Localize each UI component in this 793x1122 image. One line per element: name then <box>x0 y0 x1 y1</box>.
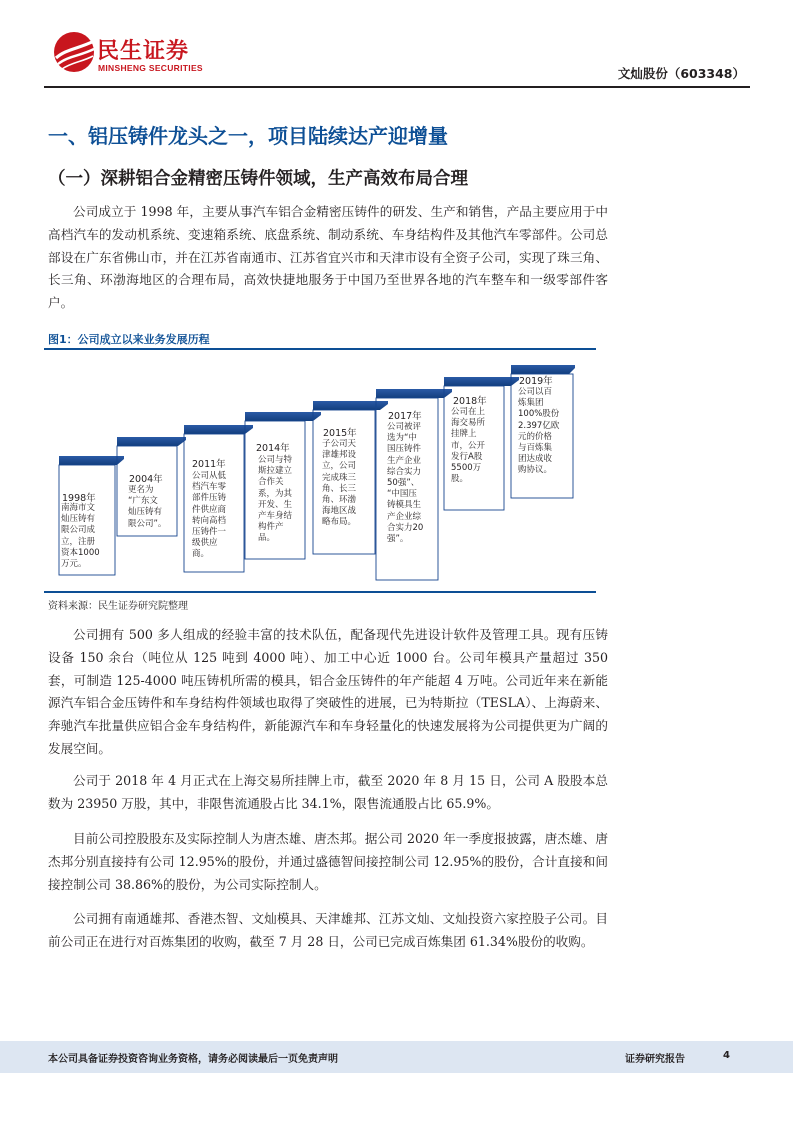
milestone-text: 公司从低 档汽车零 部件压铸 件供应商 转向高档 压铸件一 级供应 商。 <box>192 471 227 560</box>
section-subtitle: （一）深耕铝合金精密压铸件领域，生产高效布局合理 <box>48 169 468 189</box>
paragraph-subsidiaries: 公司拥有南通雄邦、香港杰智、文灿模具、天津雄邦、江苏文灿、文灿投资六家控股子公司。目前公司正在进行对百炼集团的收购，截至 7 月 28 日，公司已完成百炼集团 61.34%股份的收购。 <box>48 911 608 949</box>
timeline-bar-1998 <box>59 456 124 465</box>
timeline-bar-2004 <box>117 437 186 446</box>
paragraph-capacity: 公司拥有 500 多人组成的经验丰富的技术队伍，配备现代先进设计软件及管理工具。现有压铸设备 150 余台（吨位从 125 吨到 4000 吨）、加工中心近 1000 台。公司年模具产量超过 350 套，可制造 125-4000 吨压铸机所需的模具，铝合金压铸件的年产能超 4 万吨。公司近年来在新能源汽车铝合金压铸件和车身结构件领域也取得了突破性的进展，已为特斯拉（TESLA）、上海蔚来、奔驰汽车批量供应铝合金车身结构件，新能源汽车和车身轻量化的快速发展将为公司提供更为广阔的发展空间。 <box>48 627 608 756</box>
figure-source: 资料来源：民生证券研究院整理 <box>48 601 188 612</box>
milestone-text: 更名为 “广东文 灿压铸有 限公司”。 <box>128 485 167 529</box>
milestone-year: 2017年 <box>388 411 422 422</box>
figure-bottom-rule <box>44 591 596 593</box>
timeline-bar-2017 <box>376 389 452 398</box>
paragraph-listing: 公司于 2018 年 4 月正式在上海交易所挂牌上市，截至 2020 年 8 月 15 日，公司 A 股股本总数为 23950 万股，其中，非限售流通股占比 34.1%，限售流通股占比 65.9%。 <box>48 773 608 811</box>
milestone-year: 2015年 <box>323 428 357 439</box>
milestone-year: 2019年 <box>519 376 553 387</box>
timeline-bar-2014 <box>245 412 321 421</box>
brand-name-en: MINSHENG SECURITIES <box>98 63 203 73</box>
timeline-bar-2015 <box>313 401 388 410</box>
footer-report-label: 证券研究报告 <box>625 1054 685 1065</box>
milestone-year: 2011年 <box>192 459 226 470</box>
milestone-text: 公司被评 选为“中 国压铸件 生产企业 综合实力 50强”、 “中国压 铸模具生 产企业综 合实力20 强”。 <box>387 422 424 545</box>
milestone-text: 南海市文 灿压铸有 限公司成 立，注册 资本1000 万元。 <box>61 503 100 570</box>
paragraph-controller: 目前公司控股股东及实际控制人为唐杰雄、唐杰邦。据公司 2020 年一季度报披露，唐杰雄、唐杰邦分别直接持有公司 12.95%的股份，并通过盛德智间接控制公司 12.95%的股份，合计直接和间接控制公司 38.86%的股份，为公司实际控制人。 <box>48 831 608 892</box>
milestone-text: 子公司天 津雄邦设 立，公司 完成珠三 角、长三 角、环渤 海地区战 略布局。 <box>322 439 357 528</box>
timeline-bar-2011 <box>184 425 253 434</box>
milestone-year: 1998年 <box>62 493 96 504</box>
page-number: 4 <box>723 1050 730 1061</box>
milestone-text: 公司以百 炼集团 100%股份 2.397亿欧 元的价格 与百炼集 团达成收 购协议。 <box>518 387 560 476</box>
paragraph-company-intro: 公司成立于 1998 年，主要从事汽车铝合金精密压铸件的研发、生产和销售，产品主要应用于中高档汽车的发动机系统、变速箱系统、底盘系统、制动系统、车身结构件及其他汽车零部件。公司总部设在广东省佛山市，并在江苏省南通市、江苏省宜兴市和天津市设有全资子公司，实现了珠三角、长三角、环渤海地区的合理布局，高效快捷地服务于中国乃至世界各地的汽车整车和一级零部件客户。 <box>48 204 608 311</box>
footer-disclaimer: 本公司具备证券投资咨询业务资格，请务必阅读最后一页免责声明 <box>48 1054 338 1065</box>
section-title: 一、铝压铸件龙头之一，项目陆续达产迎增量 <box>48 124 448 148</box>
timeline-bar-2018 <box>444 377 519 386</box>
milestone-text: 公司与特 斯拉建立 合作关 系，为其 开发、生 产车身结 构件产 品。 <box>258 455 293 544</box>
milestone-year: 2004年 <box>129 474 163 485</box>
figure-title: 图1：公司成立以来业务发展历程 <box>48 333 210 346</box>
milestone-text: 公司在上 海交易所 挂牌上 市，公开 发行A股 5500万 股。 <box>451 407 486 485</box>
milestone-year: 2018年 <box>453 396 487 407</box>
brand-name: 民生证券 <box>97 39 190 64</box>
milestone-year: 2014年 <box>256 443 290 454</box>
company-ticker: 文灿股份（603348） <box>617 66 745 81</box>
